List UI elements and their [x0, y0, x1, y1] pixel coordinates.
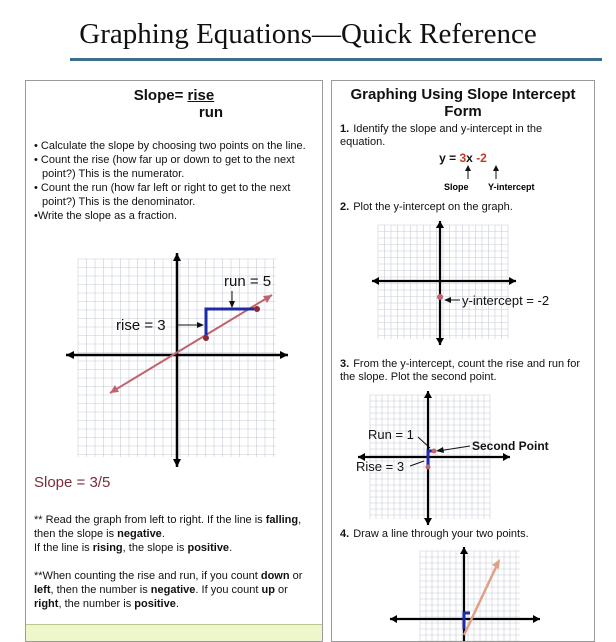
intercept-pointer-head — [493, 165, 499, 171]
note-bold: positive — [187, 542, 230, 554]
note-bold: left — [34, 584, 51, 596]
slope-heading-run: run — [198, 104, 224, 121]
line-graph-grid — [420, 551, 520, 641]
step-1 — [340, 123, 590, 149]
rise-run-marker — [428, 451, 434, 467]
x-axis-right-arrow — [503, 453, 510, 461]
slope-step-item: • Count the rise (how far up or down to get to the next point?) This is the numerator. — [34, 154, 295, 180]
x-axis-right-arrow — [280, 351, 288, 359]
note-text: Read the graph from left to right. If the line is — [42, 514, 266, 526]
page-title: Graphing Equations—Quick Reference — [79, 18, 537, 50]
step-text: Plot the y-intercept on the graph. — [353, 201, 513, 213]
note-text: or — [289, 570, 303, 582]
rise-run-marker — [206, 309, 257, 338]
slope-heading-rise: rise — [187, 87, 215, 104]
note-star: ** — [34, 514, 43, 526]
equation-x: x — [466, 151, 477, 165]
note-text: . — [229, 542, 233, 554]
slope-pointer-head — [465, 165, 471, 171]
y-axis-down-arrow — [173, 459, 181, 467]
slope-steps-list — [34, 139, 316, 223]
step-text: Draw a line through your two points. — [353, 528, 529, 540]
next-section-box — [26, 624, 322, 642]
rise-label: rise = 3 — [116, 317, 166, 334]
y-axis-down-arrow — [424, 518, 432, 525]
note-text: If the line is — [34, 542, 93, 554]
counting-note — [34, 569, 318, 611]
step-3 — [340, 358, 590, 384]
y-axis-up-arrow — [424, 391, 432, 398]
intercept-graph — [372, 221, 592, 349]
slope-step-item: • Count the run (how far left or right to get to the next point?) This is the denominator. — [34, 182, 291, 208]
run-pointer-head — [229, 301, 235, 308]
step-number: 3. — [340, 358, 350, 370]
second-point-label: Second Point — [472, 439, 549, 453]
x-axis-right-arrow — [533, 615, 540, 623]
y-intercept-point — [426, 465, 431, 470]
note-text: or — [274, 584, 288, 596]
y-intercept-label: y-intercept = -2 — [462, 293, 550, 308]
x-axis-left-arrow — [66, 351, 74, 359]
step-number: 1. — [340, 123, 350, 135]
equation-slope: 3 — [459, 151, 467, 165]
step-4 — [340, 528, 590, 541]
slope-result: Slope = 3/5 — [34, 474, 111, 491]
step-number: 4. — [340, 528, 350, 540]
step-text: From the y-intercept, count the rise and run for the slope. Plot the second point. — [340, 358, 581, 383]
note-text: **When counting the rise and run, if you count — [34, 570, 261, 582]
step-text: Identify the slope and y-intercept in the equation. — [340, 123, 543, 148]
note-text: , the slope is — [122, 542, 188, 554]
note-bold: negative — [117, 528, 162, 540]
slope-intercept-heading: Graphing Using Slope Intercept Form — [350, 86, 576, 120]
note-text: . — [175, 598, 179, 610]
note-bold: right — [34, 598, 59, 610]
slope-heading — [26, 87, 322, 121]
slope-intercept-panel — [331, 80, 595, 642]
note-bold: positive — [134, 598, 176, 610]
equation — [332, 151, 594, 165]
note-bold: up — [261, 584, 275, 596]
equation-y: y = — [439, 151, 460, 165]
title-divider — [70, 58, 602, 61]
x-axis-right-arrow — [509, 277, 516, 285]
direction-note — [34, 513, 318, 555]
step-number: 2. — [340, 201, 350, 213]
second-point — [432, 449, 437, 454]
slope-step-item: •Write the slope as a fraction. — [34, 210, 178, 222]
note-text: . If you count — [195, 584, 262, 596]
slope-caption: Slope — [444, 182, 469, 192]
line-graph — [390, 547, 590, 641]
slope-panel — [25, 80, 323, 642]
second-point-graph — [350, 389, 590, 527]
note-bold: negative — [150, 584, 196, 596]
slope-step-item: • Calculate the slope by choosing two points on the line. — [34, 140, 306, 152]
y-axis-up-arrow — [173, 253, 181, 261]
rise-label: Rise = 3 — [356, 459, 405, 474]
note-bold: rising — [92, 542, 123, 554]
note-text: , the number is — [58, 598, 135, 610]
note-text: , then the number is — [50, 584, 151, 596]
run-label: Run = 1 — [368, 427, 414, 442]
y-intercept-point — [437, 294, 443, 300]
y-axis-up-arrow — [436, 221, 444, 228]
point-two — [254, 306, 260, 312]
slope-heading-prefix: Slope= — [133, 87, 188, 104]
y-axis-down-arrow — [436, 338, 444, 345]
point-one — [203, 335, 209, 341]
equation-intercept: -2 — [476, 151, 487, 165]
x-axis-left-arrow — [390, 615, 397, 623]
x-axis-left-arrow — [372, 277, 379, 285]
note-text: , then the slope is — [34, 514, 302, 540]
y-axis-up-arrow — [460, 547, 468, 554]
intercept-label-pointer-head — [444, 297, 451, 303]
note-bold: falling — [265, 514, 299, 526]
note-text: . — [161, 528, 165, 540]
step-2 — [340, 201, 590, 214]
second-point-pointer-head — [436, 447, 444, 453]
intercept-caption: Y-intercept — [488, 182, 535, 192]
equation-pointers — [442, 165, 562, 193]
slope-graph — [66, 253, 296, 471]
run-label: run = 5 — [224, 273, 272, 290]
note-bold: down — [260, 570, 290, 582]
